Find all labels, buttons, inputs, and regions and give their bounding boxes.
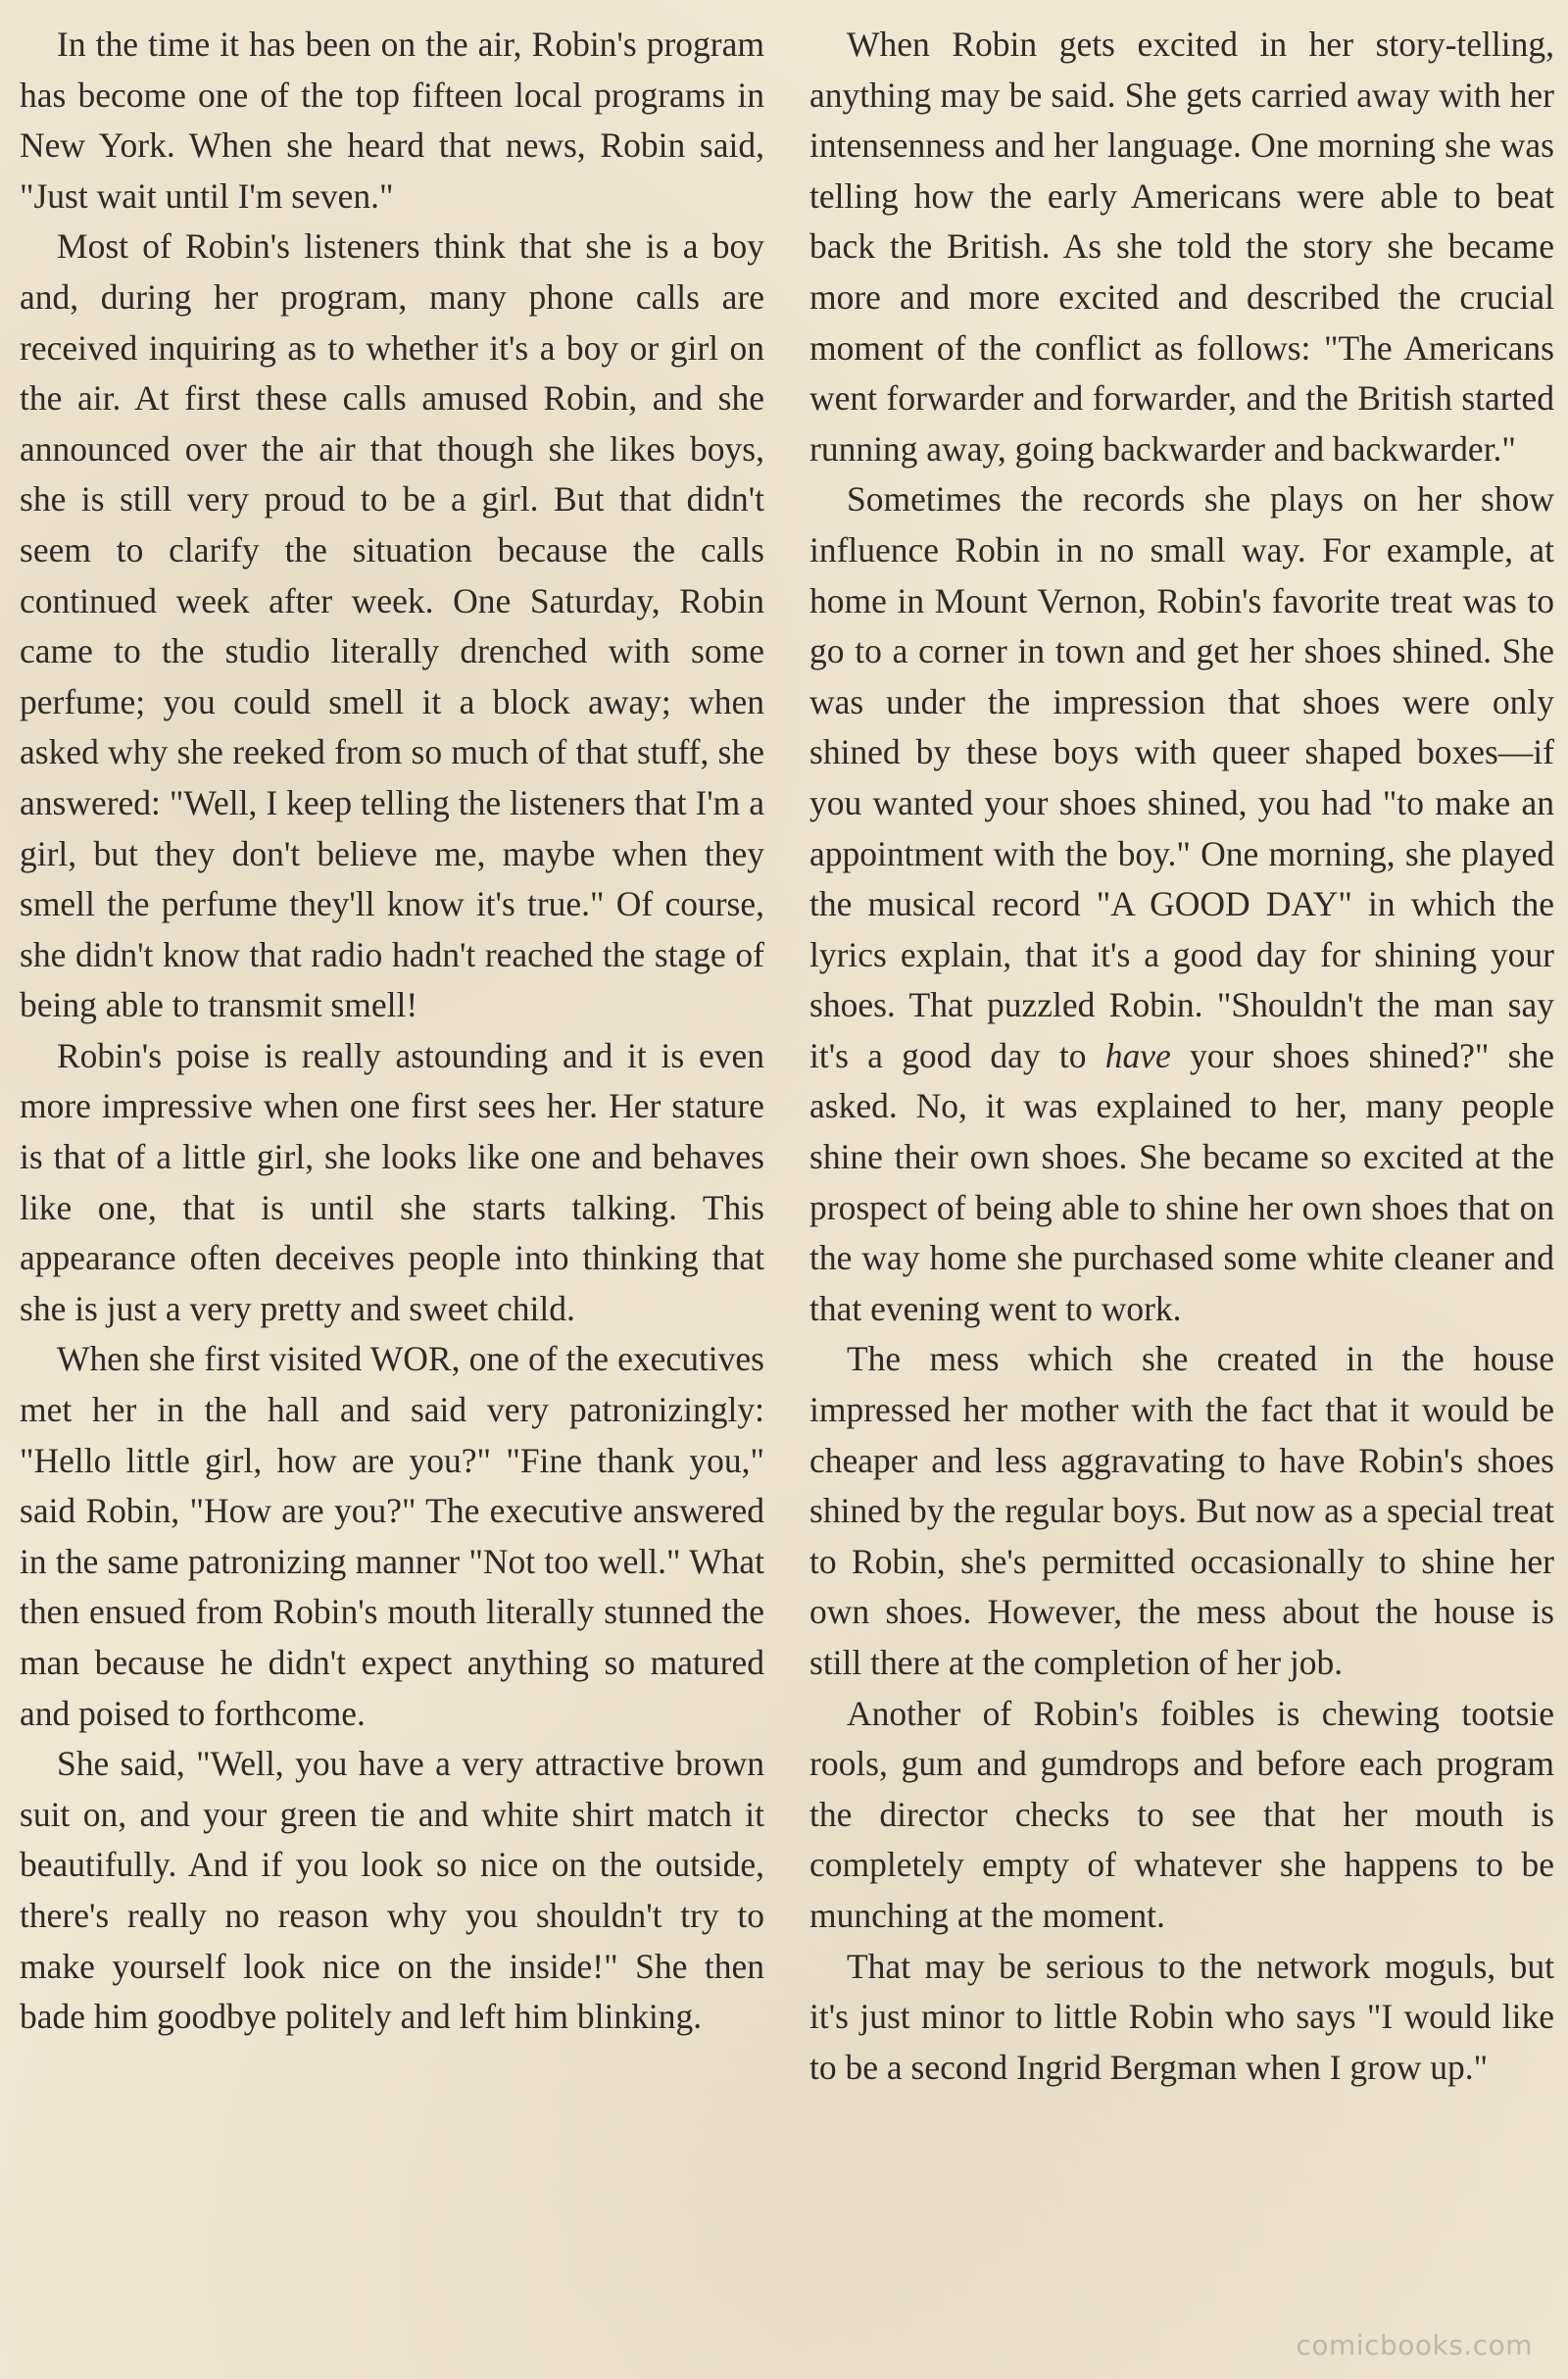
paragraph: That may be serious to the network moguls, but it's just minor to little Robin who says "I would like to be a second Ingrid Bergman when I grow up." xyxy=(809,1946,1554,2087)
left-text-column xyxy=(20,20,764,2043)
paragraph: Robin's poise is really astounding and it is even more impressive when one first sees her. Her stature is that of a little girl, she looks like one and behaves like one, that is until she starts talking. This appearance often deceives people into thinking that she is just a very pretty and sweet child. xyxy=(20,1035,764,1328)
paragraph: In the time it has been on the air, Robin's program has become one of the top fifteen local programs in New York. When she heard that news, Robin said, "Just wait until I'm seven." xyxy=(20,25,764,216)
paragraph-text: Sometimes the records she plays on her show influence Robin in no small way. For example, at home in Mount Vernon, Robin's favorite treat was to go to a corner in town and get her shoes shined. She was under the impression that shoes were only shined by these boys with queer shaped boxes—if you wanted your shoes shined, you had "to make an appointment with the boy." One morning, she played the musical record "A GOOD DAY" in which the lyrics explain, that it's a good day for shining your shoes. That puzzled Robin. "Shouldn't the man say it's a good day to xyxy=(809,479,1554,1075)
paragraph: Most of Robin's listeners think that she is a boy and, during her program, many phone calls are received inquiring as to whether it's a boy or girl on the air. At first these calls amused Robin, and she announced over the air that though she likes boys, she is still very proud to be a girl. But that didn't seem to clarify the situation because the calls continued week after week. One Saturday, Robin came to the studio literally drenched with some perfume; you could smell it a block away; when asked why she reeked from so much of that stuff, she answered: "Well, I keep telling the listeners that I'm a girl, but they don't believe me, maybe when they smell the perfume they'll know it's true." Of course, she didn't know that radio hadn't reached the stage of being able to transmit smell! xyxy=(20,226,764,1025)
emphasized-word: have xyxy=(1104,1035,1171,1075)
right-text-column xyxy=(809,20,1554,2093)
paragraph: Another of Robin's foibles is chewing tootsie rools, gum and gumdrops and before each program the director checks to see that her mouth is completely empty of whatever she happens to be munching at the moment. xyxy=(809,1693,1554,1935)
paragraph: She said, "Well, you have a very attractive brown suit on, and your green tie and white shirt match it beautifully. And if you look so nice on the outside, there's really no reason why you shouldn't try to make yourself look nice on the inside!" She then bade him goodbye politely and left him blinking. xyxy=(20,1744,764,2037)
paragraph: The mess which she created in the house impressed her mother with the fact that it would be cheaper and less aggravating to have Robin's shoes shined by the regular boys. But now as a special treat to Robin, she's permitted occasionally to shine her own shoes. However, the mess about the house is still there at the completion of her job. xyxy=(809,1339,1554,1682)
paragraph-text: your shoes shined?" she asked. No, it was explained to her, many people shine their own shoes. She became so excited at the prospect of being able to shine her own shoes that on the way home she purchased some white cleaner and that evening went to work. xyxy=(809,1035,1554,1328)
watermark: comicbooks.com xyxy=(1296,2329,1533,2361)
paragraph xyxy=(809,474,1554,1334)
paragraph: When Robin gets excited in her story-telling, anything may be said. She gets carried away with her intensenness and her language. One morning she was telling how the early Americans were able to beat back the British. As she told the story she became more and more excited and described the crucial moment of the conflict as follows: "The Americans went forwarder and forwarder, and the British started running away, going backwarder and backwarder." xyxy=(809,25,1554,469)
paragraph: When she first visited WOR, one of the executives met her in the hall and said very patronizingly: "Hello little girl, how are you?" "Fine thank you," said Robin, "How are you?" The executive answered in the same patronizing manner "Not too well." What then ensued from Robin's mouth literally stunned the man because he didn't expect anything so matured and poised to forthcome. xyxy=(20,1339,764,1733)
